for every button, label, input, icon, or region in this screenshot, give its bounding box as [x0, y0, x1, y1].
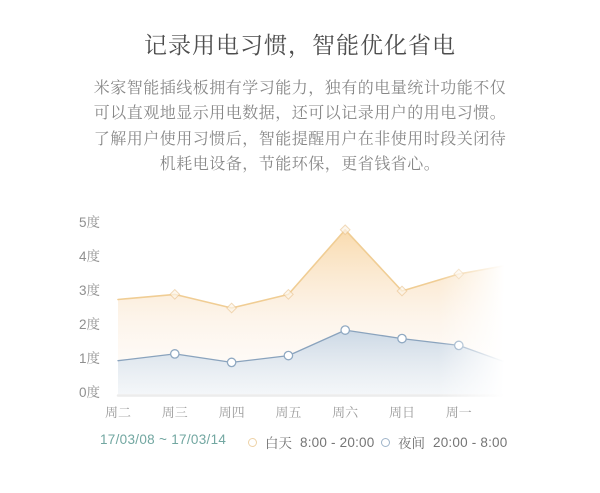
- x-axis-label: 周二: [104, 405, 132, 420]
- legend-item-night[interactable]: [381, 432, 507, 452]
- power-usage-chart: [0, 205, 600, 433]
- y-axis-label: 4度: [78, 249, 100, 264]
- description-line: 米家智能插线板拥有学习能力，独有的电量统计功能不仅: [93, 80, 507, 97]
- y-axis-label: 3度: [78, 283, 100, 298]
- y-axis-label: 0度: [78, 385, 100, 400]
- x-axis-label: 周四: [218, 405, 245, 420]
- x-axis-label: 周日: [388, 405, 416, 420]
- date-range-selector[interactable]: 17/03/08 ~ 17/03/14: [100, 432, 227, 447]
- legend-night-time: 20:00 - 8:00: [433, 434, 508, 450]
- legend-day-label: 白天: [265, 436, 292, 451]
- legend-night-label: 夜间: [398, 436, 425, 451]
- chart-footer: [0, 430, 600, 452]
- x-axis-label: 周五: [275, 405, 302, 420]
- x-axis-label: 周六: [332, 405, 359, 420]
- description-line: 可以直观地显示用电数据，还可以记录用户的用电习惯。: [93, 105, 507, 123]
- legend-item-day[interactable]: [248, 432, 374, 452]
- x-axis-label: 周三: [161, 405, 188, 420]
- description-line: 了解用户使用习惯后，智能提醒用户在非使用时段关闭待: [93, 130, 507, 148]
- day-series-marker-icon: [248, 438, 257, 447]
- night-series-marker-icon: [381, 438, 390, 447]
- x-axis-label: 周一: [445, 405, 472, 420]
- y-axis-label: 5度: [78, 215, 100, 230]
- y-axis-label: 1度: [78, 351, 100, 366]
- y-axis-label: 2度: [78, 317, 100, 332]
- page-title: 记录用电习惯，智能优化省电: [144, 32, 456, 58]
- area-chart-plot: [105, 212, 588, 398]
- description-line: 机耗电设备，节能环保，更省钱省心。: [159, 156, 441, 174]
- description: [0, 76, 600, 178]
- legend-day-time: 8:00 - 20:00: [300, 434, 375, 450]
